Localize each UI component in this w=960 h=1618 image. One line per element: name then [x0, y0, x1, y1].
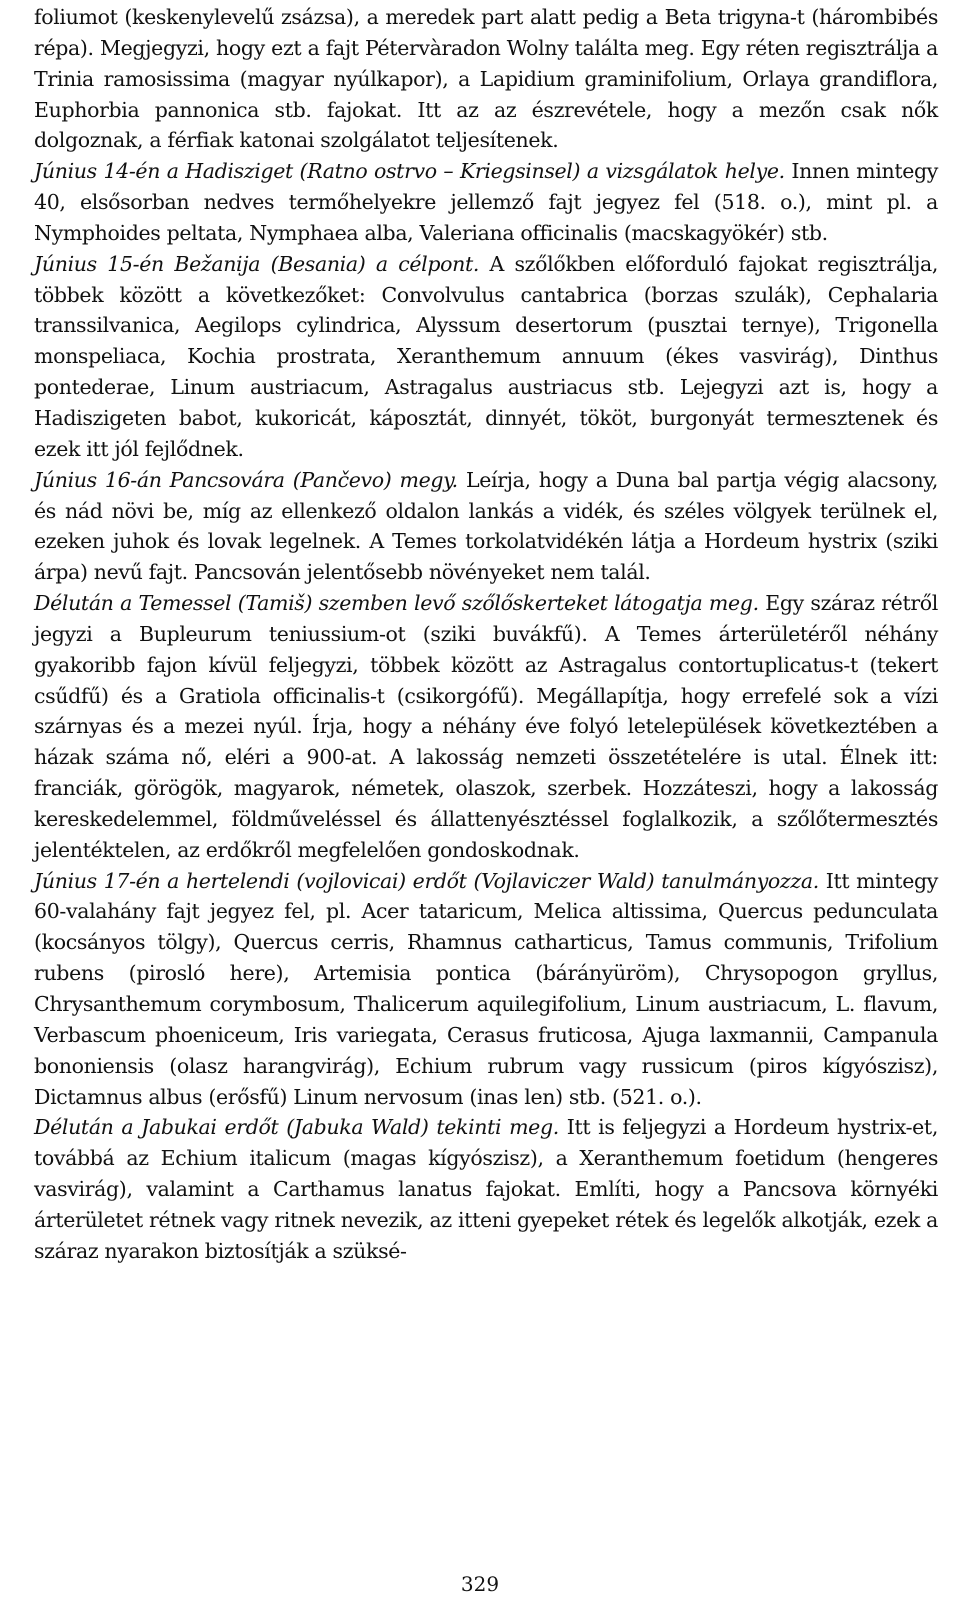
paragraph-3-lead: Június 15-én Bežanija (Besania) a célpont. [34, 251, 480, 276]
paragraph-3 [34, 249, 938, 465]
paragraph-4-text: Leírja, hogy a Duna bal partja végig alacsony, és nád növi be, míg az ellenkező oldalon lankás a vidék, és széles völgyek terülnek el, ezeken juhok és lovak legelnek. A Temes torkolatvidékén látja a Hordeum hystrix (sziki árpa) nevű fajt. Pancsován jelentősebb növényeket nem talál. [34, 467, 938, 585]
paragraph-7-lead: Délután a Jabukai erdőt (Jabuka Wald) tekinti meg. [34, 1115, 559, 1140]
paragraph-2 [34, 156, 938, 249]
paragraph-2-text: Innen mintegy 40, elsősorban nedves termőhelyekre jellemző fajt jegyez fel (518. o.), mint pl. a Nymphoides peltata, Nymphaea alba, Valeriana officinalis (macskagyökér) stb. [34, 159, 938, 245]
paragraph-4-lead: Június 16-án Pancsovára (Pančevo) megy. [34, 467, 458, 492]
paragraph-4 [34, 465, 938, 588]
paragraph-6-lead: Június 17-én a hertelendi (vojlovicai) erdőt (Vojlaviczer Wald) tanulmányozza. [34, 868, 819, 893]
paragraph-7 [34, 1112, 938, 1266]
body-text [34, 2, 938, 1267]
paragraph-5 [34, 588, 938, 866]
paragraph-1-text: foliumot (keskenylevelű zsázsa), a meredek part alatt pedig a Beta trigyna-t (hárombibés répa). Megjegyzi, hogy ezt a fajt Pétervàradon Wolny találta meg. Egy réten regisztrálja a Trinia ramosissima (magyar nyúlkapor), a Lapidium graminifolium, Orlaya grandiflora, Euphorbia pannonica stb. fajokat. Itt az az észrevétele, hogy a mezőn csak nők dolgoznak, a férfiak katonai szolgálatot teljesítenek. [34, 5, 938, 153]
paragraph-3-text: A szőlőkben előforduló fajokat regisztrálja, többek között a következőket: Convolvulus cantabrica (borzas szulák), Cephalaria transsilvanica, Aegilops cylindrica, Alyssum desertorum (pusztai ternye), Trigonella monspeliaca, Kochia prostrata, Xeranthemum annuum (ékes vasvirág), Dinthus pontederae, Linum austriacum, Astragalus austriacus stb. Lejegyzi azt is, hogy a Hadiszigeten babot, kukoricát, káposztát, dinnyét, tököt, burgonyát termesztenek és ezek itt jól fejlődnek. [34, 251, 938, 461]
paragraph-7-text: Itt is feljegyzi a Hordeum hystrix-et, továbbá az Echium italicum (magas kígyószisz), a Xeranthemum foetidum (hengeres vasvirág), valamint a Carthamus lanatus fajokat. Említi, hogy a Pancsova környéki árterületet rétnek vagy ritnek nevezik, az itteni gyepeket rétek és legelők alkotják, ezek a száraz nyarakon biztosítják a szüksé- [34, 1115, 938, 1263]
paragraph-6-text: Itt mintegy 60-valahány fajt jegyez fel, pl. Acer tataricum, Melica altissima, Quercus pedunculata (kocsányos tölgy), Quercus cerris, Rhamnus catharticus, Tamus communis, Trifolium rubens (piroslό here), Artemisia pontica (bárányüröm), Chrysopogon gryllus, Chrysanthemum corymbosum, Thalicerum aquilegifolium, Linum austriacum, L. flavum, Verbascum phoeniceum, Iris variegata, Cerasus fruticosa, Ajuga laxmannii, Campanula bononiensis (olasz harangvirág), Echium rubrum vagy russicum (piros kígyószisz), Dictamnus albus (erősfű) Linum nervosum (inas len) stb. (521. o.). [34, 868, 938, 1109]
paragraph-2-lead: Június 14-én a Hadisziget (Ratno ostrvo – Kriegsinsel) a vizsgálatok helye. [34, 159, 785, 184]
paragraph-6 [34, 866, 938, 1113]
paragraph-5-text: Egy száraz rétről jegyzi a Bupleurum teniussium-ot (sziki buvákfű). A Temes árterületéről néhány gyakoribb fajon kívül feljegyzi, többek között az Astragalus contortuplicatus-t (tekert csűdfű) és a Gratiola officinalis-t (csikorgófű). Megállapítja, hogy errefelé sok a vízi szárnyas és a mezei nyúl. Írja, hogy a néhány éve folyó letelepülések következtében a házak száma nő, eléri a 900-at. A lakosság nemzeti összetételére is utal. Élnek itt: franciák, görögök, magyarok, németek, olaszok, szerbek. Hozzáteszi, hogy a lakosság kereskedelemmel, földműveléssel és állattenyésztéssel foglalkozik, a szőlőtermesztés jelentéktelen, az erdőkről megfelelően gondoskodnak. [34, 591, 938, 862]
page-number: 329 [460, 1572, 500, 1596]
paragraph-1 [34, 2, 938, 156]
paragraph-5-lead: Délután a Temessel (Tamiš) szemben levő szőlőskerteket látogatja meg. [34, 591, 759, 616]
